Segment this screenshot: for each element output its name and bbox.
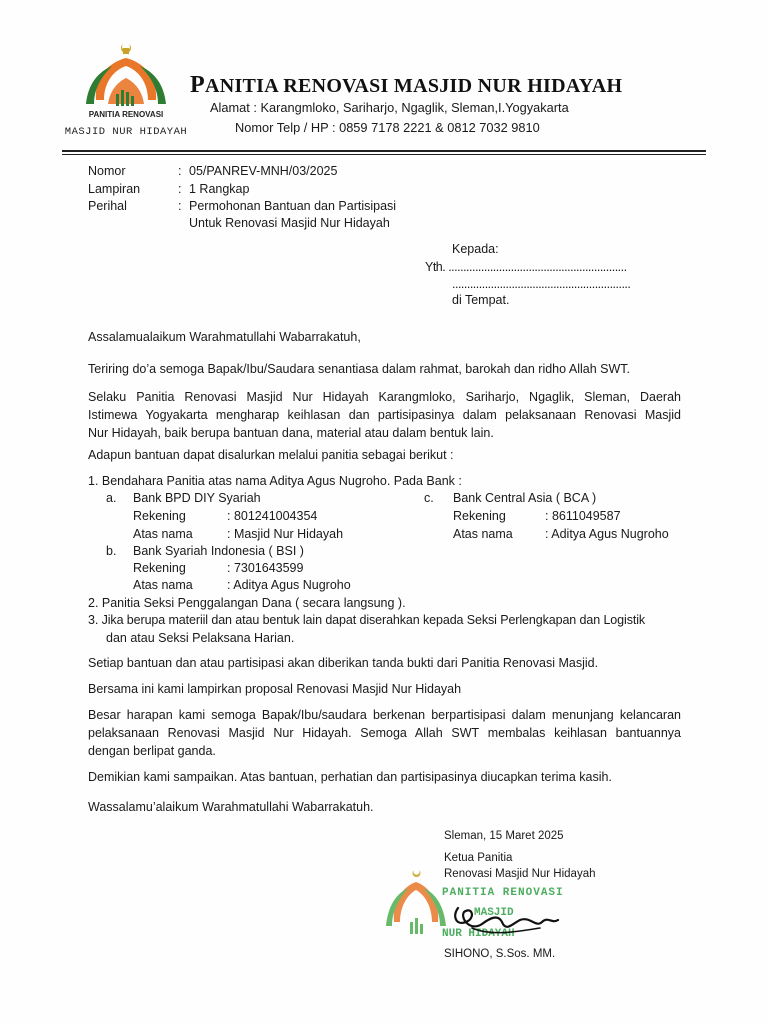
kepada-label: Kepada: bbox=[452, 242, 499, 256]
bank-a-rekening-label: Rekening bbox=[133, 509, 186, 523]
list-item-2: 2. Panitia Seksi Penggalangan Dana ( secara langsung ). bbox=[88, 596, 406, 610]
bank-b-atas-nama-value: : Aditya Agus Nugroho bbox=[227, 578, 351, 592]
paragraph-channels: Adapun bantuan dapat disalurkan melalui panitia sebagai berikut : bbox=[88, 448, 454, 462]
bank-b-rekening-label: Rekening bbox=[133, 561, 186, 575]
stamp-line-3: NUR HIDAYAH bbox=[442, 928, 515, 940]
bank-a-marker: a. bbox=[106, 491, 117, 505]
address-line: Alamat : Karangmloko, Sariharjo, Ngaglik, Sleman,I.Yogyakarta bbox=[210, 100, 569, 115]
title-initial: P bbox=[190, 72, 205, 98]
hope-line-2: pelaksanaan Renovasi Masjid Nur Hidayah. Semoga Allah SWT membalas keihlasan bantuannya bbox=[88, 726, 681, 740]
committee-logo bbox=[64, 38, 188, 142]
list-item-3-line2: dan atau Seksi Pelaksana Harian. bbox=[106, 631, 295, 645]
paragraph-prayer: Teriring do’a semoga Bapak/Ibu/Saudara senantiasa dalam rahmat, barokah dan ridho Allah SWT. bbox=[88, 362, 630, 376]
lampiran-value: 1 Rangkap bbox=[189, 182, 250, 196]
paragraph-proposal: Bersama ini kami lampirkan proposal Renovasi Masjid Nur Hidayah bbox=[88, 682, 462, 696]
logo-text-top: PANITIA RENOVASI bbox=[88, 110, 164, 119]
phone-line: Nomor Telp / HP : 0859 7178 2221 & 0812 7032 9810 bbox=[235, 120, 540, 135]
bank-a-name: Bank BPD DIY Syariah bbox=[133, 491, 261, 505]
nomor-colon: : bbox=[178, 164, 182, 178]
signatory-name: SIHONO, S.Sos. MM. bbox=[444, 948, 556, 960]
bank-a-atas-nama-label: Atas nama bbox=[133, 527, 193, 541]
logo-text-bottom: MASJID NUR HIDAYAH bbox=[64, 126, 188, 138]
header-rule-thick bbox=[62, 150, 706, 152]
di-tempat: di Tempat. bbox=[452, 293, 510, 307]
bank-c-marker: c. bbox=[424, 491, 434, 505]
perihal-colon: : bbox=[178, 199, 182, 213]
intro-line-2: Istimewa Yogyakarta mengharap keihlasan dan partisipasinya dalam pelaksanaan Renovasi Masjid bbox=[88, 408, 681, 422]
lampiran-colon: : bbox=[178, 182, 182, 196]
bank-c-atas-nama-label: Atas nama bbox=[453, 527, 513, 541]
organization-title bbox=[190, 72, 622, 99]
title-rest: ANITIA RENOVASI MASJID NUR HIDAYAH bbox=[204, 75, 623, 97]
intro-line-1: Selaku Panitia Renovasi Masjid Nur Hidayah Karangmloko, Sariharjo, Ngaglik, Sleman, Daerah bbox=[88, 390, 681, 404]
perihal-value-line1: Permohonan Bantuan dan Partisipasi bbox=[189, 199, 397, 213]
hope-line-1: Besar harapan kami semoga Bapak/Ibu/saudara berkenan berpartisipasi dalam menunjang kelancaran bbox=[88, 708, 681, 722]
intro-line-3: Nur Hidayah, baik berupa bantuan dana, material atau dalam bentuk lain. bbox=[88, 426, 494, 440]
greeting: Assalamualaikum Warahmatullahi Wabarrakatuh, bbox=[88, 330, 361, 344]
paragraph-thanks: Demikian kami sampaikan. Atas bantuan, perhatian dan partisipasinya diucapkan terima kasih. bbox=[88, 770, 612, 784]
list-item-1: 1. Bendahara Panitia atas nama Aditya Agus Nugroho. Pada Bank : bbox=[88, 474, 462, 488]
bank-c-name: Bank Central Asia ( BCA ) bbox=[453, 491, 597, 505]
address-dots-line: ............................................................ bbox=[452, 277, 631, 291]
paragraph-hope bbox=[88, 706, 681, 760]
perihal-label: Perihal bbox=[88, 199, 127, 213]
stamp-line-2: MASJID bbox=[474, 907, 514, 919]
bank-b-rekening-value: : 7301643599 bbox=[227, 561, 304, 575]
nomor-label: Nomor bbox=[88, 164, 126, 178]
bank-c-rekening-value: : 8611049587 bbox=[545, 509, 621, 523]
header-rule-thin bbox=[62, 154, 706, 155]
signature-role: Ketua Panitia bbox=[444, 852, 513, 864]
bank-b-atas-nama-label: Atas nama bbox=[133, 578, 193, 592]
hope-line-3: dengan berlipat ganda. bbox=[88, 744, 216, 758]
bank-b-marker: b. bbox=[106, 544, 117, 558]
yth-line: Yth. ............................................................ bbox=[425, 260, 627, 274]
bank-a-rekening-value: : 801241004354 bbox=[227, 509, 318, 523]
paragraph-introduction bbox=[88, 388, 681, 442]
bank-b-name: Bank Syariah Indonesia ( BSI ) bbox=[133, 544, 304, 558]
list-item-3-line1: 3. Jika berupa materiil dan atau bentuk lain dapat diserahkan kepada Seksi Perlengkapan dan Logistik bbox=[88, 613, 646, 627]
bank-a-atas-nama-value: : Masjid Nur Hidayah bbox=[227, 527, 344, 541]
lampiran-label: Lampiran bbox=[88, 182, 141, 196]
perihal-value-line2: Untuk Renovasi Masjid Nur Hidayah bbox=[189, 216, 390, 230]
signature-organization: Renovasi Masjid Nur Hidayah bbox=[444, 868, 596, 880]
closing-salutation: Wassalamu’alaikum Warahmatullahi Wabarrakatuh. bbox=[88, 800, 374, 814]
bank-c-rekening-label: Rekening bbox=[453, 509, 506, 523]
bank-c-atas-nama-value: : Aditya Agus Nugroho bbox=[545, 527, 669, 541]
paragraph-receipt: Setiap bantuan dan atau partisipasi akan diberikan tanda bukti dari Panitia Renovasi Masjid. bbox=[88, 656, 599, 670]
nomor-value: 05/PANREV-MNH/03/2025 bbox=[189, 164, 338, 178]
stamp-line-1: PANITIA RENOVASI bbox=[442, 887, 564, 899]
signature-place-date: Sleman, 15 Maret 2025 bbox=[444, 830, 564, 842]
